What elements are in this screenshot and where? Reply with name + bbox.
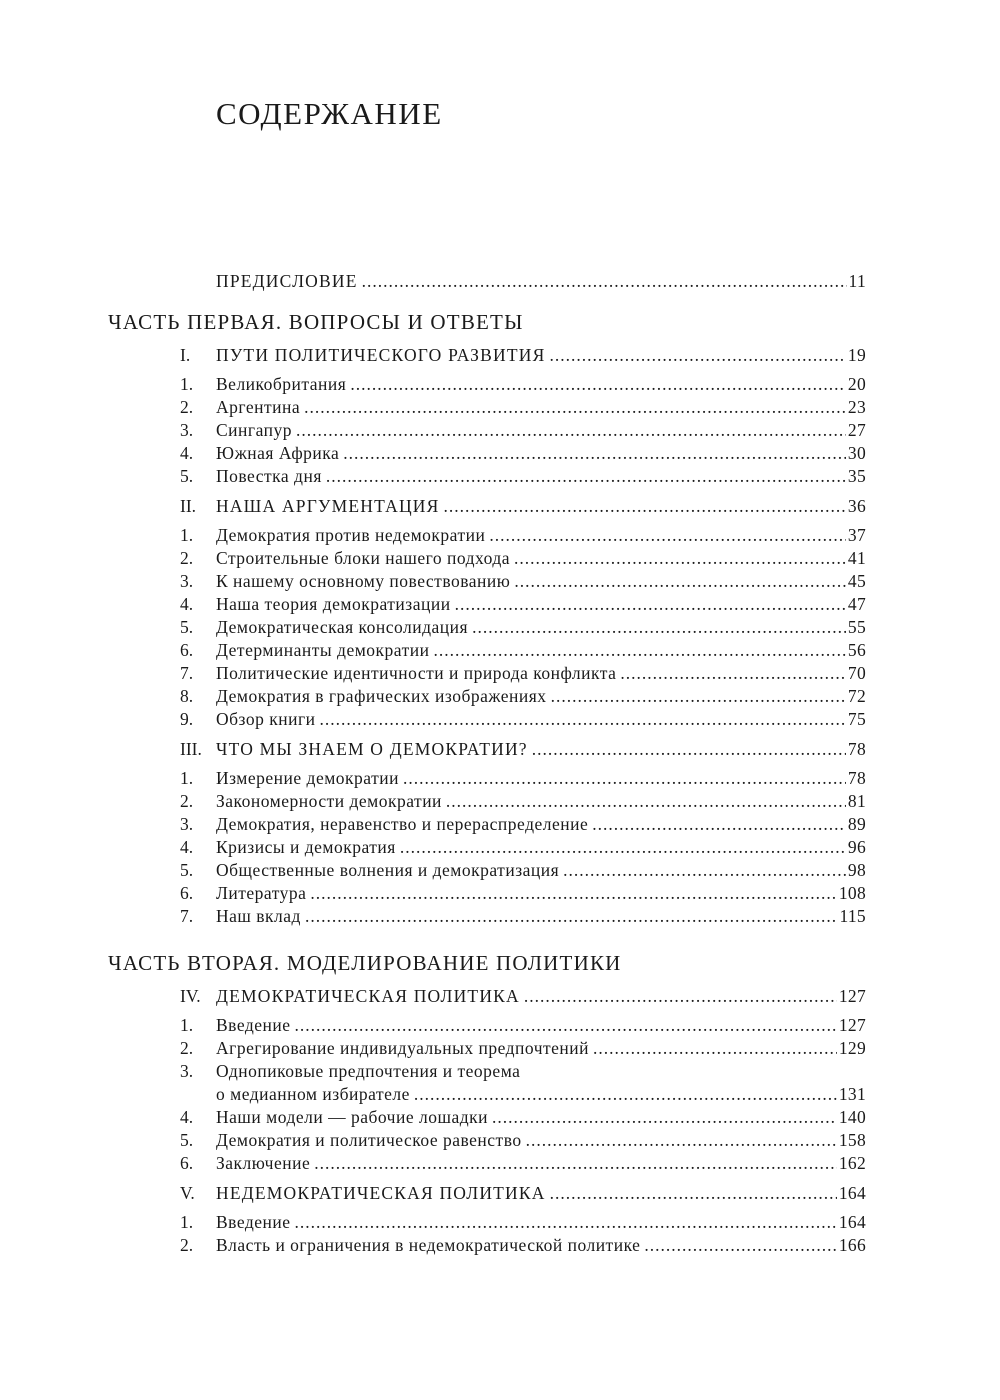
dot-leader (295, 1211, 837, 1234)
toc-entry[interactable] (0, 524, 1000, 547)
dot-leader (489, 524, 846, 547)
toc-entry-title: Строительные блоки нашего подхода (216, 548, 511, 568)
page-title: СОДЕРЖАНИЕ (216, 96, 443, 131)
section-number: 5. (180, 860, 194, 880)
dot-leader (551, 685, 846, 708)
toc-entry[interactable] (0, 685, 1000, 708)
toc-entry-title: Литература (216, 883, 307, 903)
dot-leader (563, 859, 846, 882)
toc-entry-title: Южная Африка (216, 443, 340, 463)
toc-entry-title: Наш вклад (216, 906, 301, 926)
toc-page-number: 55 (847, 617, 866, 637)
dot-leader (320, 708, 846, 731)
toc-entry-title: Введение (216, 1015, 291, 1035)
toc-entry-title: Политические идентичности и природа конфликта (216, 663, 617, 683)
section-number: 2. (180, 1235, 194, 1255)
toc-entry-title: Аргентина (216, 397, 301, 417)
section-number: 4. (180, 594, 194, 614)
toc-chapter[interactable] (0, 343, 1000, 367)
section-number: 5. (180, 466, 194, 486)
toc-entry[interactable] (0, 813, 1000, 836)
toc-entry[interactable] (0, 1014, 1000, 1037)
dot-leader (305, 905, 838, 928)
toc-page-number: 108 (838, 883, 866, 903)
toc-entry-title: НАША АРГУМЕНТАЦИЯ (216, 496, 440, 516)
toc-entry-title: Повестка дня (216, 466, 322, 486)
section-number: 1. (180, 768, 194, 788)
toc-page-number: 96 (847, 837, 866, 857)
toc-entry[interactable] (0, 662, 1000, 685)
toc-page-number: 166 (838, 1235, 866, 1255)
toc-entry[interactable] (0, 442, 1000, 465)
toc-page-number: 20 (847, 374, 866, 394)
toc-page-number: 37 (847, 525, 866, 545)
dot-leader (433, 639, 845, 662)
toc-chapter[interactable] (0, 1181, 1000, 1205)
dot-leader (414, 1083, 837, 1106)
toc-entry[interactable] (0, 570, 1000, 593)
dot-leader (446, 790, 846, 813)
dot-leader (444, 494, 846, 518)
toc-entry-title: Заключение (216, 1153, 311, 1173)
toc-entry[interactable] (0, 1106, 1000, 1129)
dot-leader (326, 465, 846, 488)
part-heading: ЧАСТЬ ПЕРВАЯ. ВОПРОСЫ И ОТВЕТЫ (108, 310, 524, 334)
toc-page-number: 129 (838, 1038, 866, 1058)
toc-entry-title: ЧТО МЫ ЗНАЕМ О ДЕМОКРАТИИ? (216, 739, 528, 759)
toc-entry[interactable] (0, 767, 1000, 790)
section-number: 1. (180, 374, 194, 394)
toc-page-number: 19 (847, 345, 866, 365)
toc-entry[interactable] (0, 593, 1000, 616)
section-number: 5. (180, 1130, 194, 1150)
toc-page-number: 70 (847, 663, 866, 683)
toc-entry[interactable] (0, 1129, 1000, 1152)
section-number: 6. (180, 1153, 194, 1173)
toc-page-number: 45 (847, 571, 866, 591)
toc-entry-title: ДЕМОКРАТИЧЕСКАЯ ПОЛИТИКА (216, 986, 520, 1006)
toc-page-number: 115 (839, 906, 866, 926)
dot-leader (644, 1234, 836, 1257)
section-number: 5. (180, 617, 194, 637)
toc-entry-title: Кризисы и демократия (216, 837, 396, 857)
dot-leader (592, 813, 846, 836)
section-number: 6. (180, 883, 194, 903)
toc-page-number: 164 (838, 1212, 866, 1232)
section-number: 4. (180, 837, 194, 857)
part-heading: ЧАСТЬ ВТОРАЯ. МОДЕЛИРОВАНИЕ ПОЛИТИКИ (108, 951, 622, 975)
section-number: 1. (180, 525, 194, 545)
toc-entry-title: Наши модели — рабочие лошадки (216, 1107, 488, 1127)
dot-leader (514, 570, 846, 593)
toc-chapter[interactable] (0, 737, 1000, 761)
toc-entry[interactable] (0, 547, 1000, 570)
chapter-number: IV. (180, 986, 201, 1006)
dot-leader (295, 1014, 837, 1037)
toc-entry-title: Власть и ограничения в недемократической политике (216, 1235, 641, 1255)
toc-page-number: 164 (838, 1183, 866, 1203)
dot-leader (593, 1037, 837, 1060)
toc-entry[interactable] (0, 708, 1000, 731)
toc-entry-title: Детерминанты демократии (216, 640, 430, 660)
dot-leader (532, 737, 846, 761)
toc-entry-title: Закономерности демократии (216, 791, 442, 811)
dot-leader (314, 1152, 837, 1175)
toc-entry-title: Демократическая консолидация (216, 617, 469, 637)
toc-page-number: 23 (847, 397, 866, 417)
table-of-contents (0, 270, 1000, 1257)
toc-entry-title: Сингапур (216, 420, 292, 440)
dot-leader (403, 767, 846, 790)
toc-page-number: 47 (847, 594, 866, 614)
toc-entry-title: Измерение демократии (216, 768, 399, 788)
section-number: 7. (180, 663, 194, 683)
chapter-number: I. (180, 345, 191, 365)
toc-entry[interactable] (0, 905, 1000, 928)
toc-page-number: 131 (838, 1084, 866, 1104)
toc-entry[interactable] (0, 1152, 1000, 1175)
dot-leader (400, 836, 846, 859)
section-number: 2. (180, 1038, 194, 1058)
section-number: 8. (180, 686, 194, 706)
dot-leader (526, 1129, 837, 1152)
dot-leader (524, 984, 837, 1008)
chapter-number: V. (180, 1183, 195, 1203)
toc-entry-title: Демократия и политическое равенство (216, 1130, 522, 1150)
toc-entry-title: ПРЕДИСЛОВИЕ (216, 271, 358, 291)
toc-entry-title: ПУТИ ПОЛИТИЧЕСКОГО РАЗВИТИЯ (216, 345, 546, 365)
dot-leader (492, 1106, 837, 1129)
toc-page-number: 98 (847, 860, 866, 880)
toc-entry-title: Агрегирование индивидуальных предпочтений (216, 1038, 590, 1058)
dot-leader (620, 662, 846, 685)
section-number: 7. (180, 906, 194, 926)
toc-entry-title: Обзор книги (216, 709, 316, 729)
toc-page-number: 78 (847, 739, 866, 759)
toc-entry-title-line2: о медианном избирателе (216, 1084, 410, 1104)
dot-leader (455, 593, 846, 616)
dot-leader (310, 882, 836, 905)
toc-page-number: 127 (838, 1015, 866, 1035)
toc-entry[interactable] (0, 616, 1000, 639)
chapter-number: III. (180, 739, 202, 759)
dot-leader (549, 343, 845, 367)
dot-leader (362, 270, 847, 293)
toc-entry-title: Демократия в графических изображениях (216, 686, 547, 706)
toc-entry-title: Демократия, неравенство и перераспределение (216, 814, 589, 834)
section-number: 3. (180, 1061, 194, 1081)
section-number: 1. (180, 1015, 194, 1035)
toc-page-number: 140 (838, 1107, 866, 1127)
toc-page-number: 75 (847, 709, 866, 729)
toc-entry[interactable] (0, 790, 1000, 813)
section-number: 3. (180, 571, 194, 591)
toc-page-number: 127 (838, 986, 866, 1006)
toc-entry[interactable] (0, 1211, 1000, 1234)
section-number: 3. (180, 420, 194, 440)
toc-page-number: 11 (848, 271, 866, 291)
toc-page-number: 56 (847, 640, 866, 660)
toc-entry-title: Демократия против недемократии (216, 525, 486, 545)
toc-page-number: 35 (847, 466, 866, 486)
toc-entry[interactable] (0, 1234, 1000, 1257)
section-number: 4. (180, 443, 194, 463)
section-number: 3. (180, 814, 194, 834)
toc-entry-title: Введение (216, 1212, 291, 1232)
toc-page-number: 89 (847, 814, 866, 834)
toc-entry-title: Общественные волнения и демократизация (216, 860, 560, 880)
toc-entry-title: Великобритания (216, 374, 347, 394)
dot-leader (350, 373, 846, 396)
toc-entry[interactable] (0, 859, 1000, 882)
toc-entry[interactable] (0, 419, 1000, 442)
section-number: 1. (180, 1212, 194, 1232)
toc-chapter[interactable] (0, 984, 1000, 1008)
dot-leader (296, 419, 846, 442)
toc-entry[interactable] (0, 1037, 1000, 1060)
chapter-number: II. (180, 496, 197, 516)
dot-leader (472, 616, 846, 639)
toc-entry[interactable] (0, 396, 1000, 419)
dot-leader (343, 442, 846, 465)
toc-entry[interactable] (0, 1060, 1000, 1083)
section-number: 2. (180, 791, 194, 811)
section-number: 6. (180, 640, 194, 660)
toc-page-number: 162 (838, 1153, 866, 1173)
section-number: 4. (180, 1107, 194, 1127)
toc-entry[interactable] (0, 373, 1000, 396)
toc-page-number: 78 (847, 768, 866, 788)
toc-page-number: 158 (838, 1130, 866, 1150)
toc-entry-title-line1: Однопиковые предпочтения и теорема (216, 1061, 521, 1081)
toc-entry[interactable] (0, 882, 1000, 905)
dot-leader (550, 1181, 837, 1205)
toc-entry-title: НЕДЕМОКРАТИЧЕСКАЯ ПОЛИТИКА (216, 1183, 546, 1203)
toc-page-number: 81 (847, 791, 866, 811)
toc-chapter[interactable] (0, 494, 1000, 518)
toc-entry[interactable] (0, 836, 1000, 859)
section-number: 2. (180, 548, 194, 568)
toc-entry-preface[interactable] (0, 270, 1000, 293)
toc-entry-title: К нашему основному повествованию (216, 571, 511, 591)
toc-entry-title: Наша теория демократизации (216, 594, 451, 614)
toc-page-number: 41 (847, 548, 866, 568)
dot-leader (514, 547, 846, 570)
section-number: 2. (180, 397, 194, 417)
toc-page-number: 72 (847, 686, 866, 706)
section-number: 9. (180, 709, 194, 729)
toc-page-number: 27 (847, 420, 866, 440)
dot-leader (304, 396, 846, 419)
toc-entry[interactable] (0, 465, 1000, 488)
toc-entry-continuation[interactable] (0, 1083, 1000, 1106)
toc-page-number: 36 (847, 496, 866, 516)
toc-page-number: 30 (847, 443, 866, 463)
toc-entry[interactable] (0, 639, 1000, 662)
